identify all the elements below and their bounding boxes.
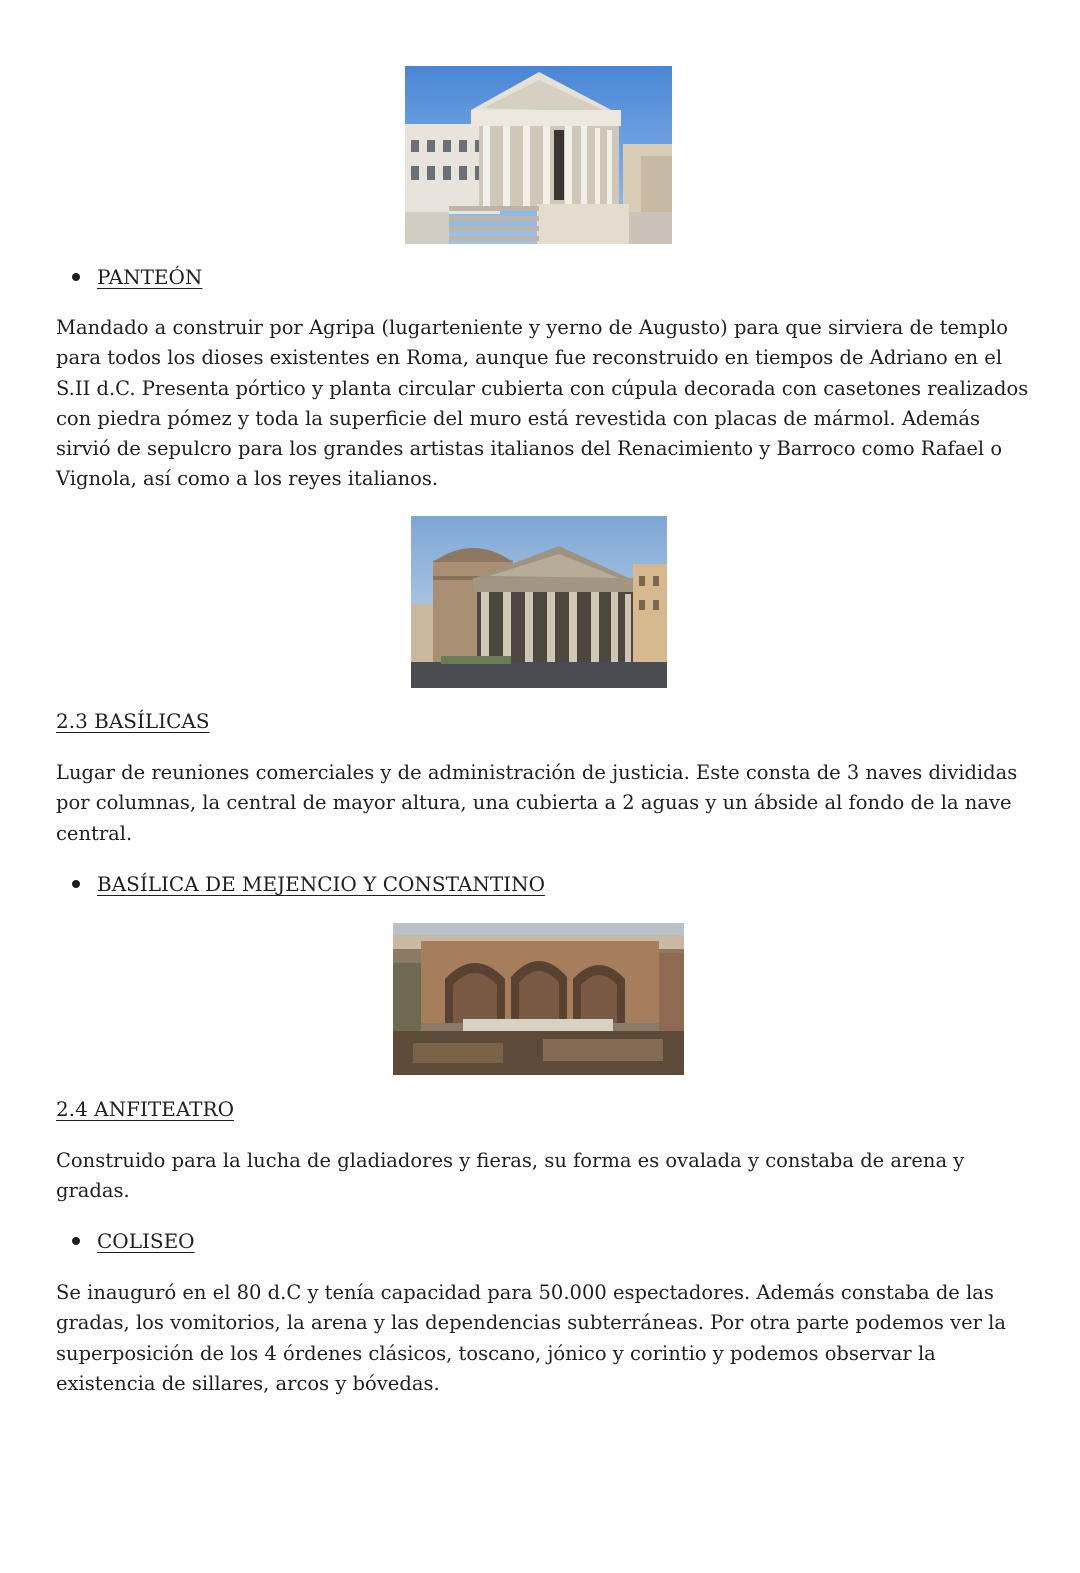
pantheon-photo — [411, 516, 667, 688]
roman-temple-photo — [405, 66, 672, 244]
bullet-label: BASÍLICA DE MEJENCIO Y CONSTANTINO — [97, 872, 545, 896]
panteon-paragraph: Mandado a construir por Agripa (lugarteniente y yerno de Augusto) para que sirviera de templo para todos los dioses existentes en Roma, aunque fue reconstruido en tiempos de Adriano en el S.II d.C. Presenta pórtico y planta circular cubierta con cúpula decorada con casetones realizados con piedra pómez y toda la superficie del muro está revestida con placas de mármol. Además sirvió de sepulcro para los grandes artistas italianos del Renacimiento y Barroco como Rafael o Vignola, así como a los reyes italianos. — [56, 316, 1029, 491]
anfiteatro-paragraph: Construido para la lucha de gladiadores y fieras, su forma es ovalada y constaba de arena y gradas. — [56, 1149, 965, 1203]
bullet-coliseo — [72, 1227, 195, 1255]
bullet-basilica-majencio — [72, 870, 545, 898]
heading-anfiteatro: 2.4 ANFITEATRO — [56, 1097, 234, 1121]
basilicas-paragraph: Lugar de reuniones comerciales y de administración de justicia. Este consta de 3 naves divididas por columnas, la central de mayor altura, una cubierta a 2 aguas y un ábside al fondo de la nave central. — [56, 761, 1018, 845]
bullet-dot — [72, 880, 80, 888]
bullet-label: PANTEÓN — [97, 265, 203, 289]
bullet-dot — [72, 1237, 80, 1245]
basilica-photo — [393, 923, 684, 1075]
coliseo-paragraph: Se inauguró en el 80 d.C y tenía capacidad para 50.000 espectadores. Además constaba de las gradas, los vomitorios, la arena y las dependencias subterráneas. Por otra parte podemos ver la superposición de los 4 órdenes clásicos, toscano, jónico y corintio y podemos observar la existencia de sillares, arcos y bóvedas. — [56, 1281, 1007, 1395]
bullet-panteon — [72, 263, 202, 291]
bullet-label: COLISEO — [97, 1229, 195, 1253]
heading-basilicas: 2.3 BASÍLICAS — [56, 709, 210, 733]
bullet-dot — [72, 273, 80, 281]
